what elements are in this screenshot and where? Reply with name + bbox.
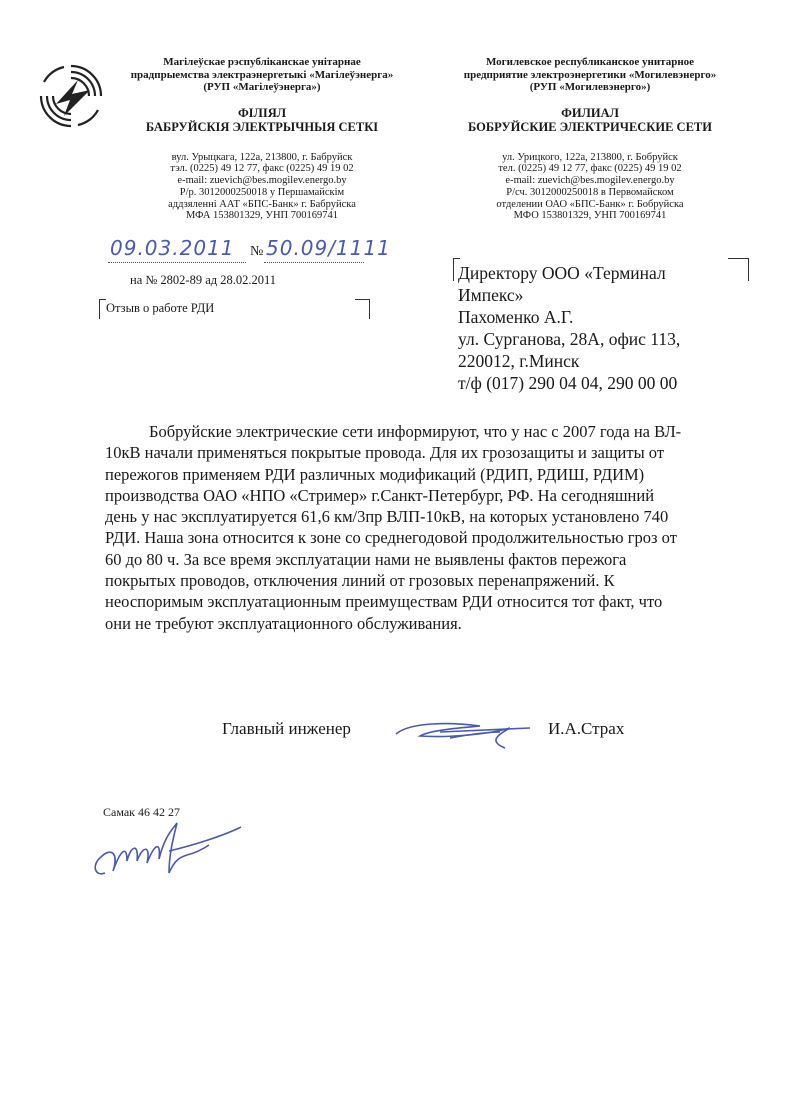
right-addr-line3: e-mail: zuevich@bes.mogilev.energo.by [505,175,675,187]
signature-position: Главный инженер [222,719,351,738]
body-line: 10кВ начали применяться покрытые провода. Для их грозозащиты и защиты от [105,443,665,463]
number-prefix: № [250,244,264,259]
registration-date: 09.03.2011 [110,236,235,260]
signature-handwritten [390,714,540,754]
left-org-line1: Магілеўскае рэспубліканскае унітарнае [163,56,361,68]
subject-line: Отзыв о работе РДИ [106,301,215,315]
registration-line [108,236,391,266]
left-addr-line5: аддзяленні ААТ «БПС-Банк» г. Бабруйска [168,198,356,210]
left-header [112,56,412,222]
left-org-line3: (РУП «Магілеўэнерга») [203,81,321,93]
number-underline [264,262,364,263]
company-logo [34,60,108,132]
body-line: пережогов применяем РДИ различных модификаций (РДИП, РДИШ, РДИМ) [105,464,645,484]
left-addr-line2: тэл. (0225) 49 12 77, факс (0225) 49 19 02 [170,163,354,175]
body-line: РДИ. Наша зона относится к зоне со среднегодовой продолжительностью гроз от [105,528,677,548]
registration-number: 50.09/1111 [266,236,391,260]
right-header [440,56,740,222]
body-line: они не требуют эксплуатационного обслуживания. [105,613,462,633]
right-addr-line1: ул. Урицкого, 122а, 213800, г. Бобруйск [502,151,678,163]
left-addr-line1: вул. Урыцкага, 122а, 213800, г. Бабруйск [171,151,353,163]
right-addr-line5: отделении ОАО «БПС-Банк» г. Бобруйска [496,198,684,210]
body-line: 60 до 80 ч. За все время эксплуатации нами не выявлены фактов пережога [105,549,627,569]
left-addr-line4: Р/р. 3012000250018 у Першамайскім [179,186,345,198]
subject-corner-left [99,299,106,319]
left-branch-line1: ФІЛІЯЛ [237,105,287,120]
letter-body [105,421,765,634]
right-addr-line2: тел. (0225) 49 12 77, факс (0225) 49 19 02 [498,163,682,175]
left-addr-line3: e-mail: zuevich@bes.mogilev.energo.by [177,175,347,187]
right-org-line1: Могилевское республиканское унитарное [485,56,695,68]
recipient-line6: т/ф (017) 290 04 04, 290 00 00 [458,373,678,393]
right-branch-line1: ФИЛИАЛ [561,105,619,120]
left-branch-line2: БАБРУЙСКІЯ ЭЛЕКТРЫЧНЫЯ СЕТКІ [145,120,379,134]
signature-name: И.А.Страх [548,719,625,738]
recipient-line5: 220012, г.Минск [458,351,580,371]
right-branch-line2: БОБРУЙСКИЕ ЭЛЕКТРИЧЕСКИЕ СЕТИ [468,120,712,134]
recipient-line3: Пахоменко А.Г. [458,307,574,327]
date-underline [108,262,246,263]
recipient-block [458,262,758,394]
right-addr-line4: Р/сч. 3012000250018 в Первомайском [506,186,674,198]
right-org-line3: (РУП «Могилевэнерго») [529,81,651,93]
recipient-line4: ул. Сурганова, 28А, офис 113, [458,329,681,349]
left-org-line2: прадпрыемства электраэнергетыкі «Магілеўэнерга» [130,68,394,81]
body-line: покрытых проводов, отключения линий от грозовых перенапряжений. К [105,571,615,591]
right-addr-line6: МФО 153801329, УНП 700169741 [513,210,667,222]
body-line: Бобруйские электрические сети информируют, что у нас с 2007 года на ВЛ- [149,422,682,441]
right-org-line2: предприятие электроэнергетики «Могилевэнерго» [463,68,717,81]
recipient-line2: Импекс» [458,285,524,305]
recipient-line1: Директору ООО «Терминал [458,263,666,283]
executor-label: Самак 46 42 27 [103,805,180,819]
executor-signature [85,815,245,890]
reference-line: на № 2802-89 ад 28.02.2011 [130,273,277,287]
subject-corner-right [355,299,370,319]
body-line: неоспоримым эксплуатационным преимуществам РДИ относится тот факт, что [105,592,663,612]
body-line: производства ОАО «НПО «Стример» г.Санкт-Петербург, РФ. На сегодняшний [105,485,655,505]
body-line: день у нас эксплуатируется 61,6 км/3пр ВЛП-10кВ, на которых установлено 740 [105,507,669,527]
left-addr-line6: МФА 153801329, УНП 700169741 [185,210,338,222]
